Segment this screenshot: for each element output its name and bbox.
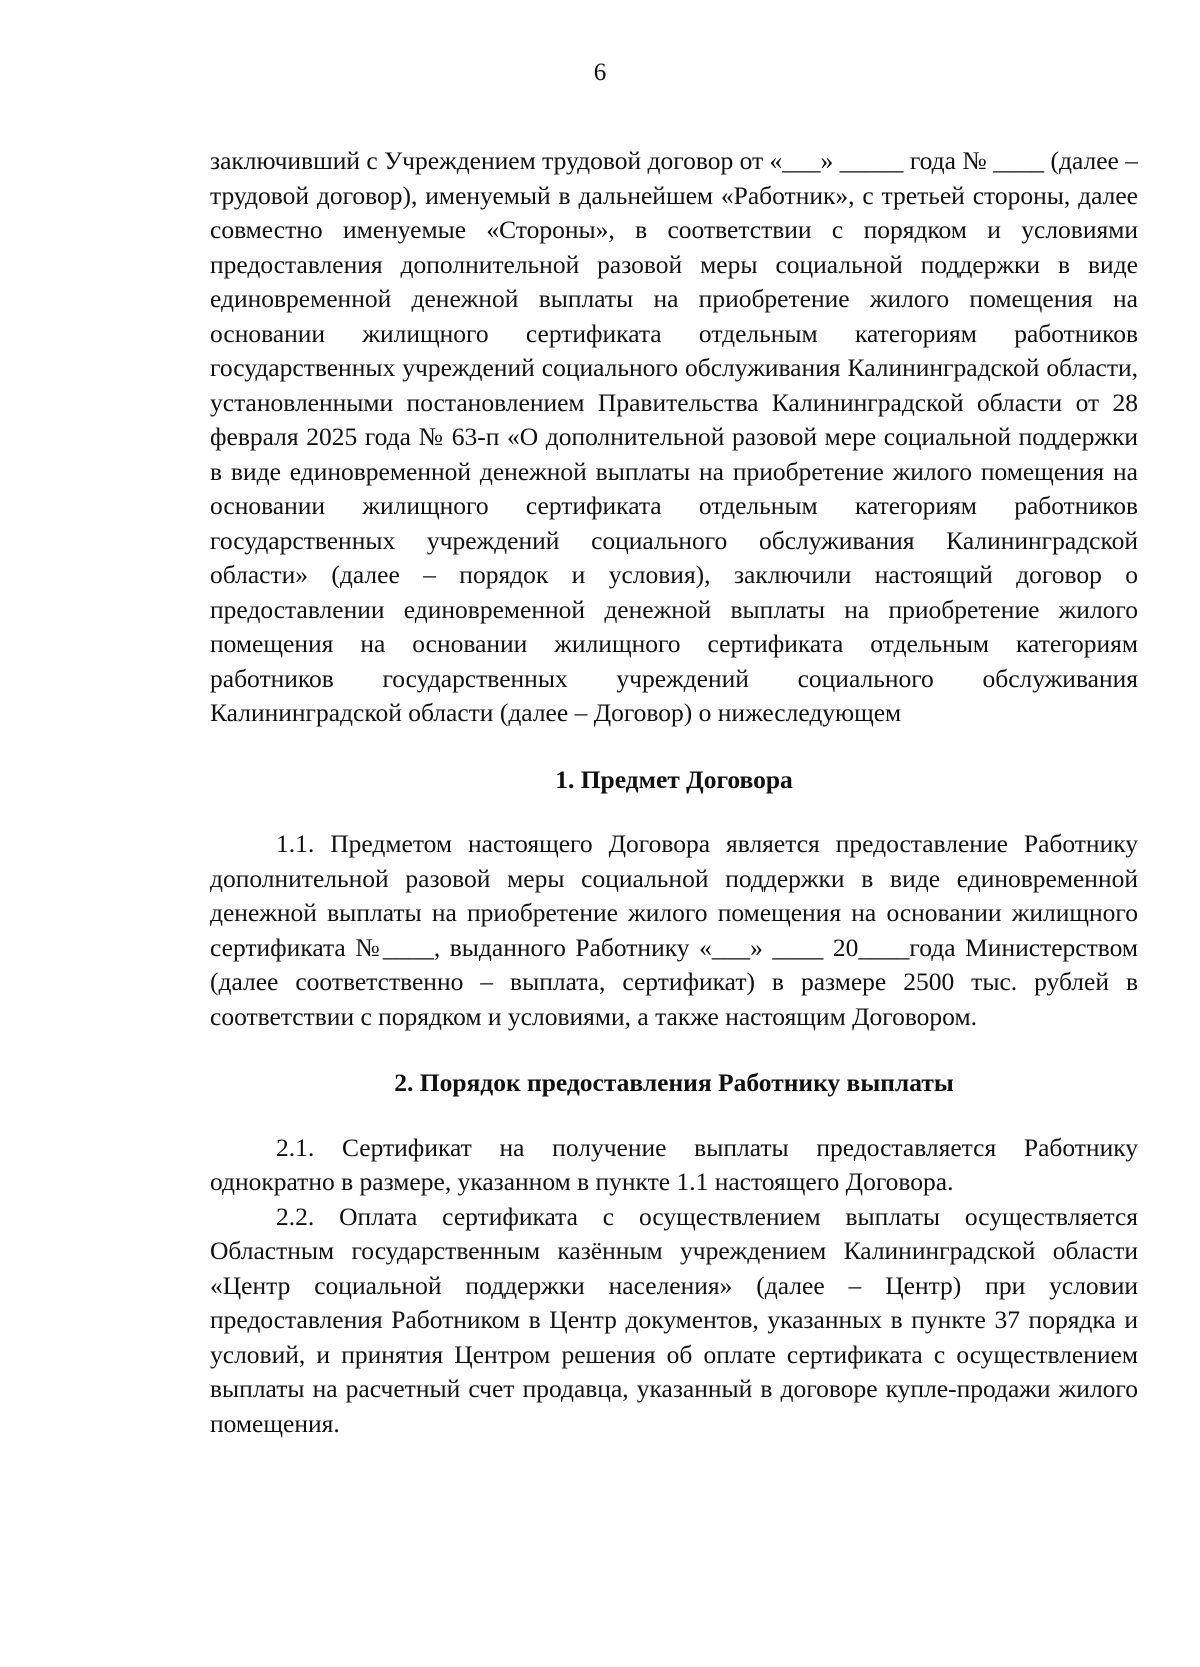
intro-paragraph: заключивший с Учреждением трудовой договор от «___» _____ года № ____ (далее – трудовой договор), именуемый в дальнейшем «Работник», с третьей стороны, далее совместно именуемые «Стороны», в соответствии с порядком и условиями предоставления дополнительной разовой меры социальной поддержки в виде единовременной денежной выплаты на приобретение жилого помещения на основании жилищного сертификата отдельным категориям работников государственных учреждений социального обслуживания Калининградской области, установленными постановлением Правительства Калининградской области от 28 февраля 2025 года № 63-п «О дополнительной разовой мере социальной поддержки в виде единовременной денежной выплаты на приобретение жилого помещения на основании жилищного сертификата отдельным категориям работников государственных учреждений социального обслуживания Калининградской области» (далее – порядок и условия), заключили настоящий договор о предоставлении единовременной денежной выплаты на приобретение жилого помещения на основании жилищного сертификата отдельным категориям работников государственных учреждений социального обслуживания Калининградской области (далее – Договор) о нижеследующем xyxy=(210,146,1138,727)
section-heading-subject: 1. Предмет Договора xyxy=(555,764,793,794)
clause-1-1: 1.1. Предметом настоящего Договора является предоставление Работнику дополнительной разовой меры социальной поддержки в виде единовременной денежной выплаты на приобретение жилого помещения на основании жилищного сертификата №____, выданного Работнику «___» ____ 20____года Министерством (далее соответственно – выплата, сертификат) в размере 2500 тыс. рублей в соответствии с порядком и условиями, а также настоящим Договором. xyxy=(210,829,1138,1031)
page-number: 6 xyxy=(593,59,607,86)
clause-2-2: 2.2. Оплата сертификата с осуществлением выплаты осуществляется Областным государственным казённым учреждением Калининградской области «Центр социальной поддержки населения» (далее – Центр) при условии предоставления Работником в Центр документов, указанных в пункте 37 порядка и условий, и принятия Центром решения об оплате сертификата с осуществлением выплаты на расчетный счет продавца, указанный в договоре купле-продажи жилого помещения. xyxy=(210,1201,1138,1438)
clause-2-1: 2.1. Сертификат на получение выплаты предоставляется Работнику однократно в размере, указанном в пункте 1.1 настоящего Договора. xyxy=(210,1132,1138,1196)
document-body xyxy=(210,144,1138,1441)
section-heading-payment-procedure: 2. Порядок предоставления Работнику выплаты xyxy=(394,1068,954,1097)
